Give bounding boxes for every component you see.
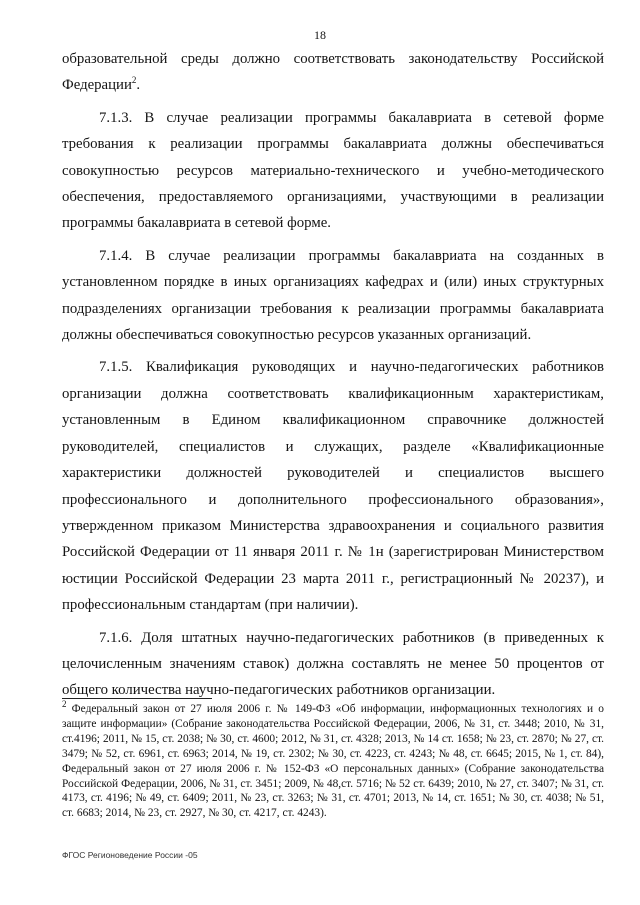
paragraph-7-1-4: 7.1.4. В случае реализации программы бакалавриата на созданных в установленном порядке в иных организациях кафедрах и (или) иных структурных подразделениях организации требования к реализации программы бакалавриата должны обеспечиваться совокупностью ресурсов указанных организаций. bbox=[62, 247, 604, 344]
page-number: 18 bbox=[314, 28, 326, 42]
paragraph-7-1-5: 7.1.5. Квалификация руководящих и научно-педагогических работников организации должна соответствовать квалификационным характеристикам, установленным в Едином квалификационном справочнике должностей руководителей, специалистов и служащих, разделе «Квалификационные характеристики должностей руководителей и специалистов высшего профессионального и дополнительного профессионального образования», утвержденном приказом Министерства здравоохранения и социального развития Российской Федерации от 11 января 2011 г. № 1н (зарегистрирован Министерством юстиции Российской Федерации 23 марта 2011 г., регистрационный № 20237), и профессиональным стандартам (при наличии). bbox=[62, 359, 604, 614]
footnote bbox=[62, 699, 604, 821]
page-footer: ФГОС Регионоведение России -05 bbox=[62, 850, 198, 860]
paragraph-continuation-end: . bbox=[136, 77, 141, 94]
paragraph-continuation-text: образовательной среды должно соответствовать законодательству Российской Федерации bbox=[62, 51, 604, 94]
footnote-reference[interactable]: 2 bbox=[131, 75, 137, 86]
main-body bbox=[62, 46, 604, 710]
footnote-marker: 2 bbox=[62, 699, 67, 710]
paragraph-continuation bbox=[62, 46, 604, 99]
footnote-divider bbox=[62, 698, 212, 699]
paragraph-7-1-3: 7.1.3. В случае реализации программы бакалавриата в сетевой форме требования к реализации программы бакалавриата должны обеспечиваться совокупностью ресурсов материально-технического и учебно-методического обеспечения, предоставляемого организациями, участвующими в реализации программы бакалавриата в сетевой форме. bbox=[62, 109, 604, 232]
footnote-text: Федеральный закон от 27 июля 2006 г. № 149-ФЗ «Об информации, информационных технологиях и о защите информации» (Собрание законодательства Российской Федерации, 2006, № 31, ст. 3448; 2010, № 31, ст.4196; 2011, № 15, ст. 2038; № 30, ст. 4600; 2012, № 31, ст. 4328; 2013, № 14 ст. 1658; № 23, ст. 2870; № 27, ст. 3479; № 52, ст. 6961, ст. 6963; 2014, № 19, ст. 2302; № 30, ст. 4223, ст. 4243; № 48, ст. 6645; 2015, № 1, ст. 84), Федеральный закон от 27 июля 2006 г. № 152-ФЗ «О персональных данных» (Собрание законодательства Российской Федерации, 2006, № 31, ст. 3451; 2009, № 48,ст. 5716; № 52 ст. 6439; 2010, № 27, ст. 3407; № 31, ст. 4173, ст. 4196; № 49, ст. 6409; 2011, № 23, ст. 3263; № 31, ст. 4701; 2013, № 14, ст. 1651; № 30, ст. 4038; № 51, ст. 6683; 2014, № 23, ст. 2927, № 30, ст. 4217, ст. 4243). bbox=[62, 703, 604, 820]
paragraph-7-1-6: 7.1.6. Доля штатных научно-педагогических работников (в приведенных к целочисленным значениям ставок) должна составлять не менее 50 процентов от общего количества научно-педагогических работников организации. bbox=[62, 629, 604, 699]
